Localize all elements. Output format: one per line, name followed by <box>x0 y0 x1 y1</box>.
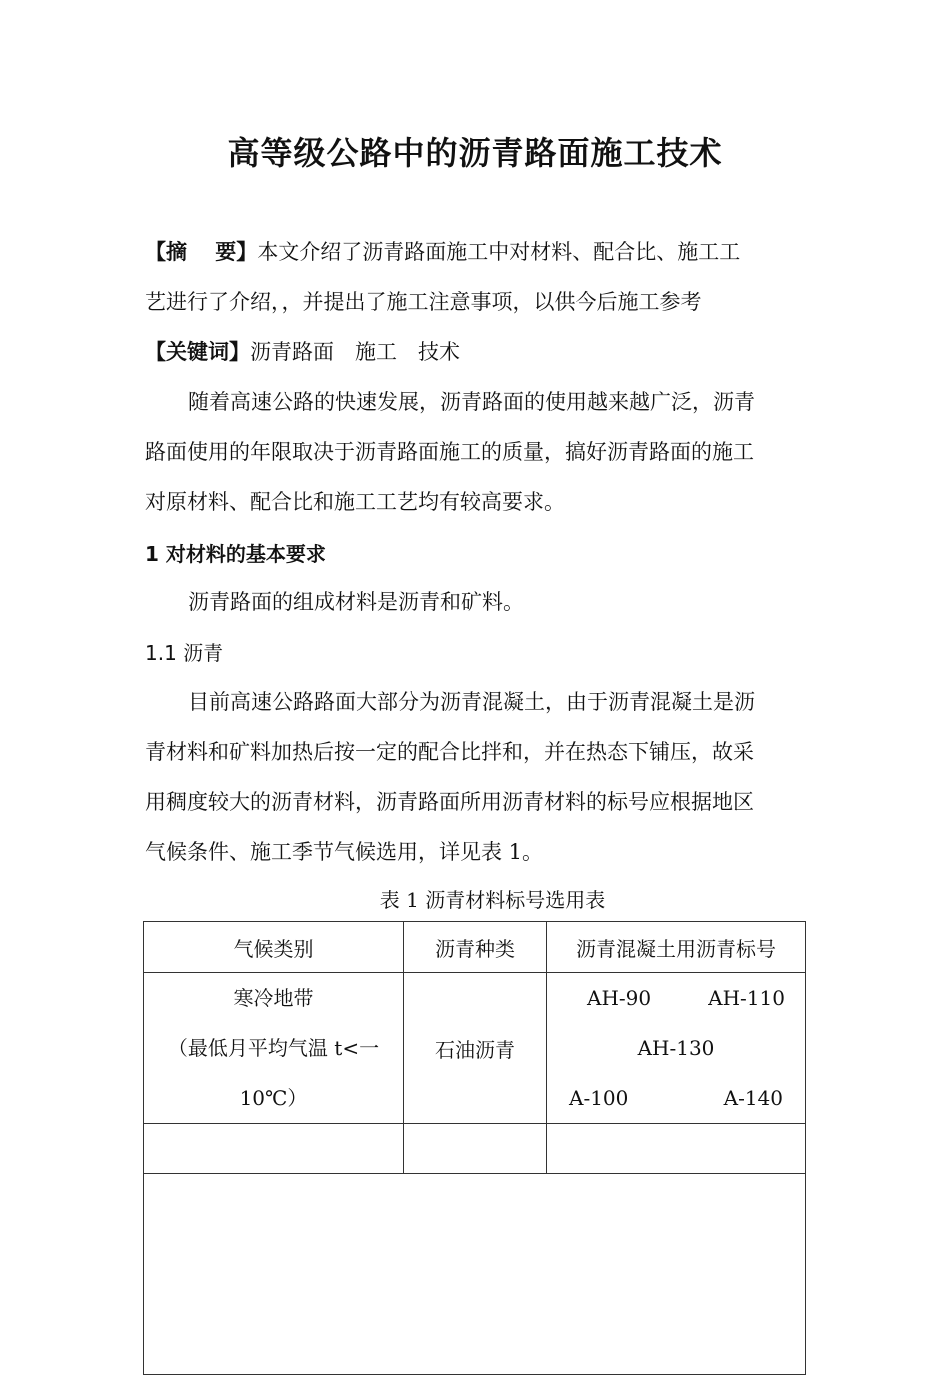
grade-cell <box>547 973 806 1124</box>
header-grade: 沥青混凝土用沥青标号 <box>547 922 806 973</box>
climate-line-2: （最低月平均气温 t<一 <box>167 1036 380 1060</box>
grade-line-3 <box>547 1073 805 1123</box>
grade-ah-110: AH-110 <box>708 986 785 1010</box>
abstract-line-1 <box>145 236 825 266</box>
intro-line-1: 随着高速公路的快速发展，沥青路面的使用越来越广泛，沥青 <box>188 390 755 414</box>
table-row-merged <box>144 1174 806 1375</box>
grade-a-140: A-140 <box>723 1086 783 1110</box>
section-1-1-heading: 1.1 沥青 <box>145 641 224 665</box>
keywords-label: 【关键词】 <box>145 340 250 364</box>
empty-cell <box>404 1124 547 1174</box>
section-1-heading: 1 对材料的基本要求 <box>145 542 326 566</box>
abstract-text-1: 本文介绍了沥青路面施工中对材料、配合比、施工工 <box>257 240 741 264</box>
intro-line-2: 路面使用的年限取决于沥青路面施工的质量，搞好沥青路面的施工 <box>145 440 754 464</box>
table-caption: 表 1 沥青材料标号选用表 <box>379 888 606 912</box>
grade-ah-90: AH-90 <box>587 986 652 1010</box>
keywords-text: 沥青路面 施工 技术 <box>250 340 460 364</box>
climate-line-3: 10℃） <box>239 1086 308 1110</box>
table-row-empty <box>144 1124 806 1174</box>
header-climate: 气候类别 <box>144 922 404 973</box>
merged-empty-cell <box>144 1174 806 1375</box>
keywords-line <box>145 336 825 366</box>
intro-line-3: 对原材料、配合比和施工工艺均有较高要求。 <box>145 490 565 514</box>
abstract-label: 【摘 要】 <box>145 240 258 264</box>
section-1-text: 沥青路面的组成材料是沥青和矿料。 <box>188 590 524 614</box>
abstract-line-2: 艺进行了介绍，，并提出了施工注意事项，以供今后施工参考 <box>145 290 702 314</box>
section-1-1-line-1: 目前高速公路路面大部分为沥青混凝土，由于沥青混凝土是沥 <box>188 690 755 714</box>
climate-line-1: 寒冷地带 <box>233 986 314 1010</box>
header-asphalt-type: 沥青种类 <box>404 922 547 973</box>
asphalt-grade-table <box>143 921 806 1375</box>
grade-ah-130: AH-130 <box>637 1036 715 1060</box>
asphalt-type-cell: 石油沥青 <box>404 973 547 1124</box>
empty-cell <box>144 1124 404 1174</box>
table-row <box>144 973 806 1124</box>
section-1-1-line-4: 气候条件、施工季节气候选用，详见表 1。 <box>145 840 544 864</box>
document-title: 高等级公路中的沥青路面施工技术 <box>227 134 723 172</box>
table-header-row <box>144 922 806 973</box>
climate-cell <box>144 973 404 1124</box>
section-1-1-line-3: 用稠度较大的沥青材料，沥青路面所用沥青材料的标号应根据地区 <box>145 790 754 814</box>
grade-line-1 <box>547 973 805 1023</box>
section-1-1-line-2: 青材料和矿料加热后按一定的配合比拌和，并在热态下铺压，故采 <box>145 740 754 764</box>
empty-cell <box>547 1124 806 1174</box>
grade-a-100: A-100 <box>569 1086 629 1110</box>
